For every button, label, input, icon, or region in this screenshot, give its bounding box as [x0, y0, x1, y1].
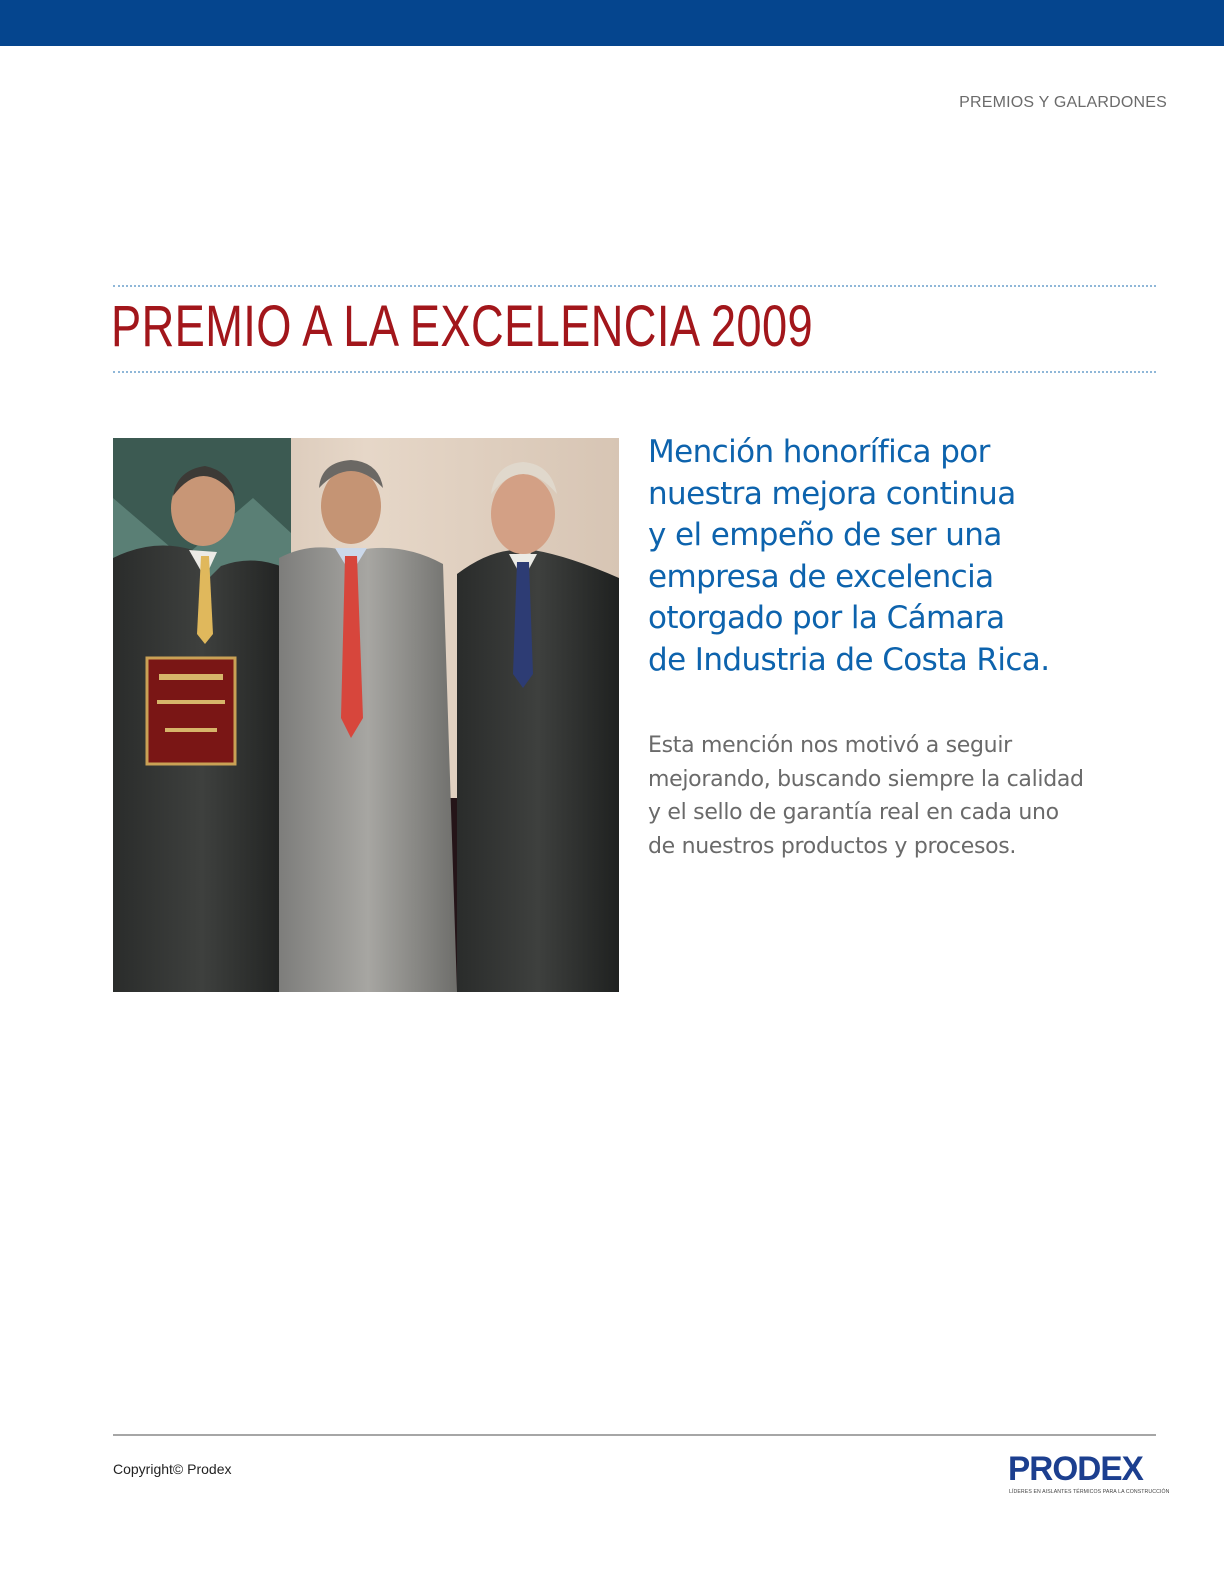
body-line: de nuestros productos y procesos. — [648, 833, 1017, 859]
body-paragraph — [648, 729, 1118, 863]
lead-statement — [648, 432, 1108, 681]
header-band — [0, 0, 1224, 46]
lead-line: otorgado por la Cámara — [648, 600, 1005, 636]
title-bottom-rule — [113, 371, 1156, 373]
award-ceremony-photo — [113, 438, 619, 992]
page-title: PREMIO A LA EXCELENCIA 2009 — [111, 294, 814, 359]
lead-line: empresa de excelencia — [648, 558, 994, 595]
title-top-rule — [113, 285, 1156, 287]
logo-tagline: LÍDERES EN AISLANTES TÉRMICOS PARA LA CONSTRUCCIÓN — [1009, 1489, 1170, 1495]
body-line: Esta mención nos motivó a seguir — [648, 733, 1012, 758]
lead-line: Mención honorífica por — [648, 434, 990, 470]
copyright-notice: Copyright© Prodex — [113, 1461, 232, 1477]
body-line: mejorando, buscando siempre la calidad — [648, 766, 1084, 792]
logo-wordmark: PRODEX — [1008, 1450, 1143, 1488]
section-label: PREMIOS Y GALARDONES — [959, 94, 1167, 111]
lead-line: y el empeño de ser una — [648, 517, 1002, 553]
prodex-logo — [1008, 1450, 1170, 1502]
footer-rule — [113, 1434, 1156, 1436]
body-line: y el sello de garantía real en cada uno — [648, 800, 1059, 825]
lead-line: de Industria de Costa Rica. — [648, 641, 1050, 678]
lead-line: nuestra mejora continua — [648, 475, 1016, 512]
